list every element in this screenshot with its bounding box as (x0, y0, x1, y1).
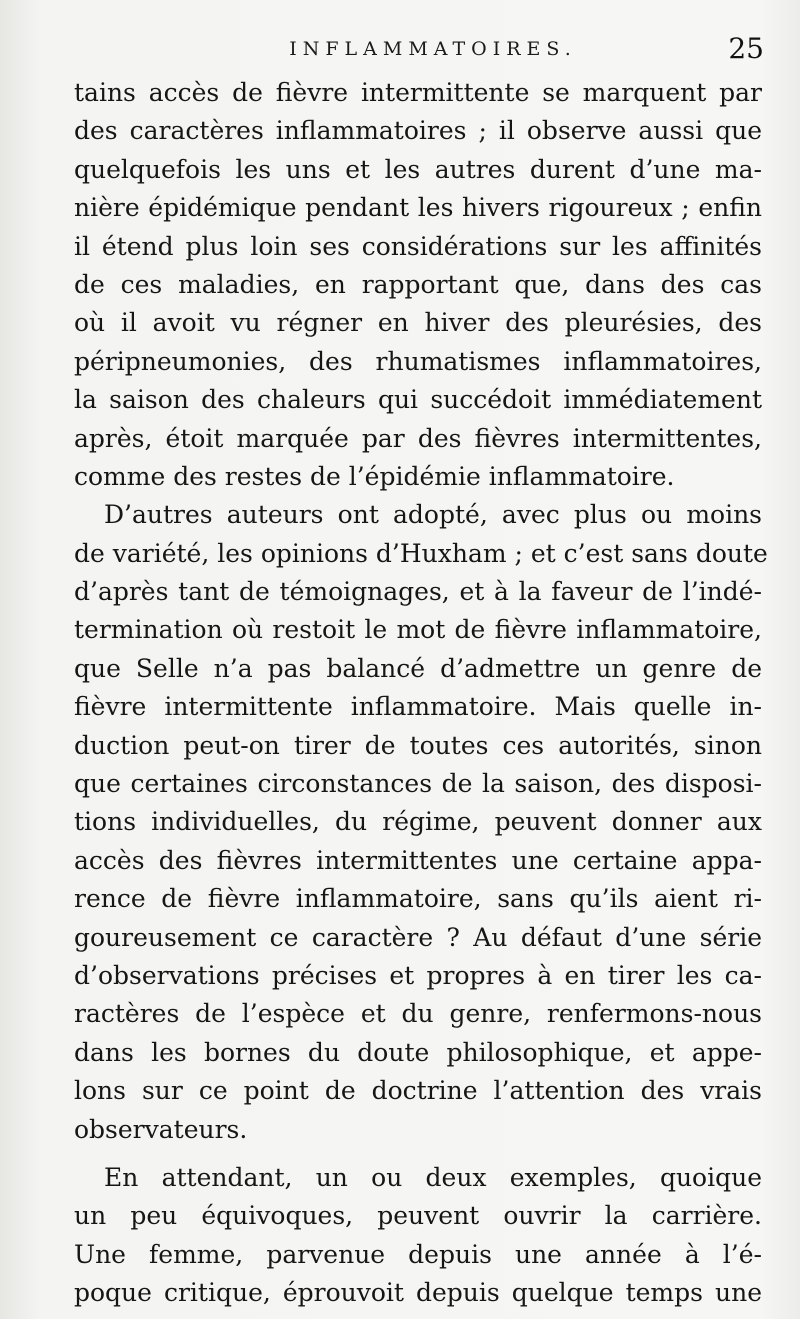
paragraph-2 (74, 496, 768, 1149)
text-line: d’observations précises et propres à en tirer les ca- (74, 960, 762, 990)
text-line: lons sur ce point de doctrine l’attention des vrais (74, 1076, 762, 1106)
paragraph-3 (74, 1159, 762, 1313)
text-line: un peu équivoques, peuvent ouvrir la carrière. (74, 1201, 762, 1231)
text-line: il étend plus loin ses considérations sur les affinités (74, 231, 762, 261)
page-header (74, 30, 764, 70)
text-line: des caractères inflammatoires ; il observe aussi que (74, 116, 762, 146)
text-line: que certaines circonstances de la saison, des disposi- (74, 769, 762, 799)
text-line: de ces maladies, en rapportant que, dans des cas (74, 269, 762, 299)
text-line: la saison des chaleurs qui succédoit immédiatement (74, 385, 762, 415)
text-line: où il avoit vu régner en hiver des pleurésies, des (74, 308, 762, 338)
paragraph-1 (74, 74, 762, 496)
text-line: quelquefois les uns et les autres durent d’une ma- (74, 154, 762, 184)
running-title: INFLAMMATOIRES. (289, 38, 577, 60)
text-line: poque critique, éprouvoit depuis quelque temps une (74, 1278, 762, 1308)
text-line: goureusement ce caractère ? Au défaut d’une série (74, 922, 762, 952)
text-line: que Selle n’a pas balancé d’admettre un genre de (74, 653, 762, 683)
text-line: observateurs. (74, 1114, 248, 1144)
text-line: nière épidémique pendant les hivers rigoureux ; enfin (74, 193, 762, 223)
page-number: 25 (728, 32, 764, 65)
text-line: après, étoit marquée par des fièvres intermittentes, (74, 423, 762, 453)
text-line: rence de fièvre inflammatoire, sans qu’ils aient ri- (74, 884, 762, 914)
text-line: dans les bornes du doute philosophique, et appe- (74, 1037, 762, 1067)
paragraph-gap (74, 1149, 762, 1159)
text-line: fièvre intermittente inflammatoire. Mais quelle in- (74, 692, 762, 722)
text-line: de variété, les opinions d’Huxham ; et c’est sans doute (74, 538, 768, 568)
text-line: D’autres auteurs ont adopté, avec plus ou moins (104, 500, 762, 530)
text-line: duction peut-on tirer de toutes ces autorités, sinon (74, 730, 762, 760)
text-line: comme des restes de l’épidémie inflammatoire. (74, 461, 675, 491)
text-line: ractères de l’espèce et du genre, renfermons-nous (74, 999, 762, 1029)
body-text (74, 74, 768, 1313)
text-line: accès des fièvres intermittentes une certaine appa- (74, 845, 762, 875)
text-line: termination où restoit le mot de fièvre inflammatoire, (74, 615, 762, 645)
text-line: tions individuelles, du régime, peuvent donner aux (74, 807, 762, 837)
text-line: En attendant, un ou deux exemples, quoique (104, 1162, 762, 1192)
text-line: péripneumonies, des rhumatismes inflammatoires, (74, 346, 762, 376)
text-line: tains accès de fièvre intermittente se marquent par (74, 78, 762, 107)
text-line: d’après tant de témoignages, et à la faveur de l’indé- (74, 577, 762, 607)
text-line: Une femme, parvenue depuis une année à l’é- (74, 1239, 762, 1269)
